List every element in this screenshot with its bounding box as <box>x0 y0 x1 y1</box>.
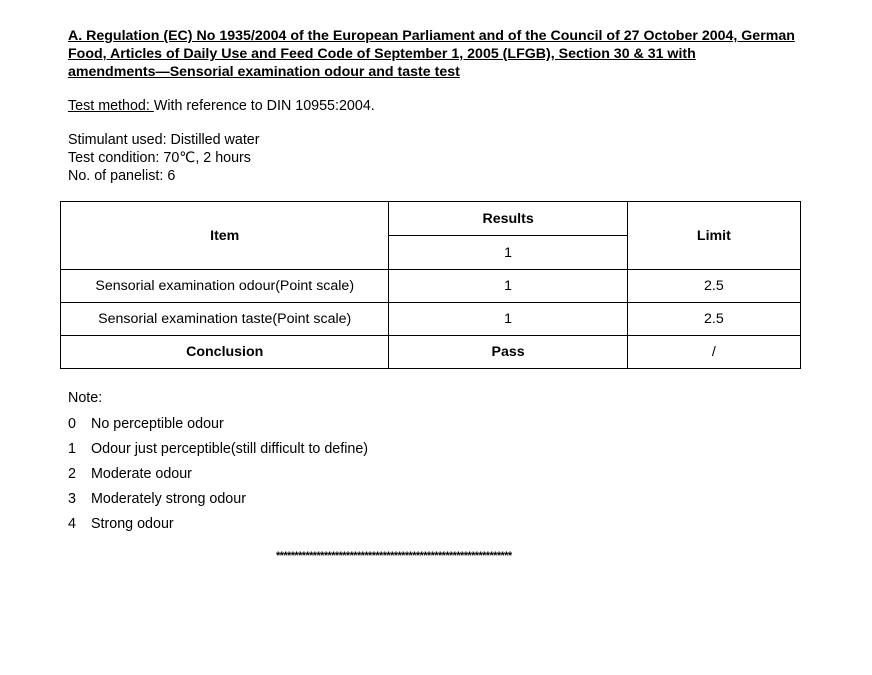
conclusion-row <box>61 336 801 369</box>
note-number: 1 <box>68 441 76 457</box>
note-list <box>68 415 368 540</box>
conclusion-result: Pass <box>389 336 627 369</box>
table-row <box>61 270 801 303</box>
note-item <box>68 490 368 515</box>
row-item: Sensorial examination taste(Point scale) <box>61 303 389 336</box>
note-text: Odour just perceptible(still difficult to define) <box>91 441 369 457</box>
stimulant-line: Stimulant used: Distilled water <box>68 132 260 148</box>
note-item <box>68 440 368 465</box>
header-item: Item <box>61 202 389 270</box>
row-result: 1 <box>389 270 627 303</box>
note-item <box>68 515 368 540</box>
header-results-sub: 1 <box>389 236 627 270</box>
conclusion-label: Conclusion <box>61 336 389 369</box>
row-item: Sensorial examination odour(Point scale) <box>61 270 389 303</box>
heading-line-3: amendments—Sensorial examination odour and taste test <box>68 64 460 80</box>
row-result: 1 <box>389 303 627 336</box>
heading-line-1: A. Regulation (EC) No 1935/2004 of the European Parliament and of the Council of 27 October 2004, German <box>68 28 795 44</box>
row-limit: 2.5 <box>627 303 800 336</box>
test-method-line <box>68 97 375 115</box>
row-limit: 2.5 <box>627 270 800 303</box>
conclusion-limit: / <box>627 336 800 369</box>
note-text: Moderately strong odour <box>91 491 246 507</box>
note-number: 4 <box>68 516 76 532</box>
table-row <box>61 303 801 336</box>
heading-line-2: Food, Articles of Daily Use and Feed Code of September 1, 2005 (LFGB), Section 30 & 31 with <box>68 46 696 62</box>
note-number: 0 <box>68 416 76 432</box>
note-text: Strong odour <box>91 516 174 532</box>
table-header-row <box>61 202 801 236</box>
note-item <box>68 465 368 490</box>
test-condition-line: Test condition: 70℃, 2 hours <box>68 150 251 166</box>
section-heading <box>68 27 838 81</box>
panelist-line: No. of panelist: 6 <box>68 168 176 184</box>
test-method-label: Test method: <box>68 98 154 114</box>
test-method-value: With reference to DIN 10955:2004. <box>153 98 375 114</box>
end-of-section-marker: **************************************************************** <box>276 550 512 562</box>
note-title: Note: <box>68 390 103 406</box>
note-item <box>68 415 368 440</box>
header-limit: Limit <box>627 202 800 270</box>
note-text: No perceptible odour <box>91 416 224 432</box>
note-number: 3 <box>68 491 76 507</box>
note-text: Moderate odour <box>91 466 192 482</box>
note-number: 2 <box>68 466 76 482</box>
results-table <box>60 201 801 369</box>
header-results: Results <box>389 202 627 236</box>
